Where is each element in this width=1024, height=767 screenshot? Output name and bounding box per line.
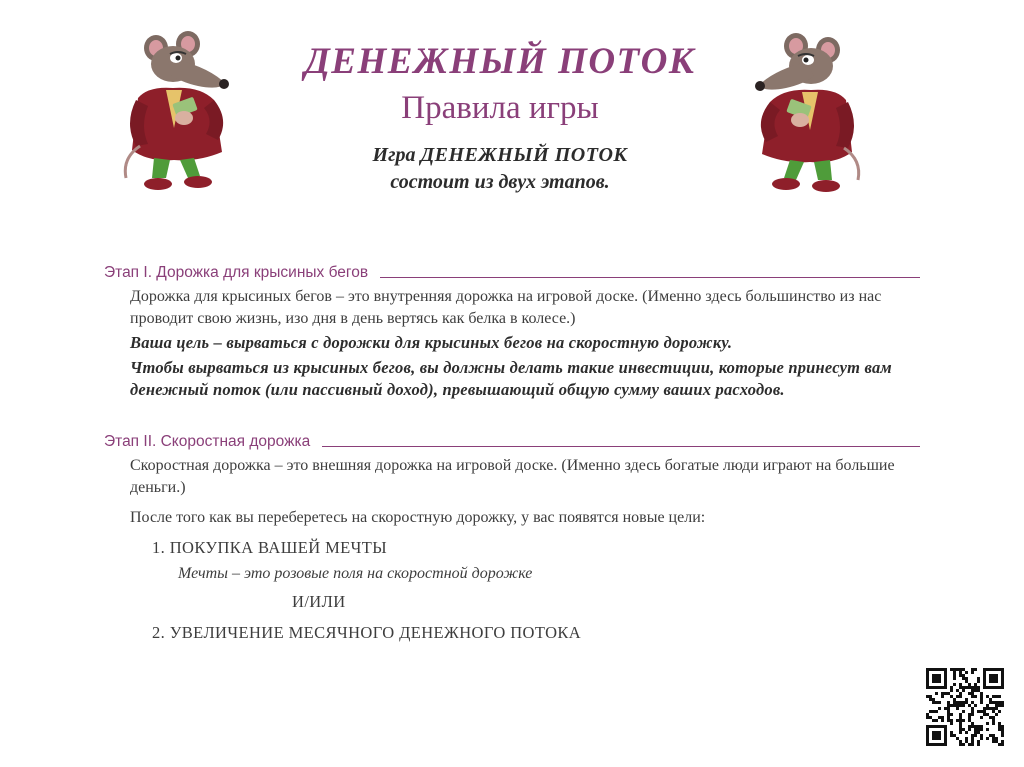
stage-1-rule [380, 277, 920, 278]
dreams-note: Мечты – это розовые поля на скоростной дорожке [178, 565, 533, 582]
intro-line-2: состоит из двух этапов. [390, 171, 610, 193]
page-subtitle: Правила игры [401, 90, 599, 126]
intro-game-name: ДЕНЕЖНЫЙ ПОТОК [420, 144, 628, 166]
intro-prefix: Игра [372, 144, 416, 166]
page-title: ДЕНЕЖНЫЙ ПОТОК [304, 41, 696, 82]
stage-1-goal: Ваша цель – вырваться с дорожки для крысиных бегов на скоростную дорожку. [130, 333, 733, 352]
stage-1-heading [104, 264, 920, 282]
intro-line-1 [200, 144, 800, 167]
stage-2-heading-text: Этап II. Скоростная дорожка [104, 433, 311, 450]
stage-2-heading [104, 433, 920, 451]
stage-2-paragraph: Скоростная дорожка – это внешняя дорожка на игровой доске. (Именно здесь богатые люди играют на большие деньги.) [130, 457, 895, 496]
and-or-text: И/ИЛИ [292, 592, 346, 611]
stage-2-after: После того как вы переберетесь на скоростную дорожку, у вас появятся новые цели: [130, 509, 706, 526]
stage-2-rule [322, 446, 920, 447]
stage-1-heading-text: Этап I. Дорожка для крысиных бегов [104, 264, 369, 281]
stage-1-how: Чтобы вырваться из крысиных бегов, вы должны делать такие инвестиции, которые принесут вам денежный поток (или пассивный доход), превышающий общую сумму ваших расходов. [130, 358, 892, 399]
stage-1-paragraph: Дорожка для крысиных бегов – это внутренняя дорожка на игровой доске. (Именно здесь большинство из нас проводит свою жизнь, изо дня в день вертясь как белка в колесе.) [130, 288, 882, 327]
goal-item-1: 1. ПОКУПКА ВАШЕЙ МЕЧТЫ [152, 538, 388, 557]
goal-item-2: 2. УВЕЛИЧЕНИЕ МЕСЯЧНОГО ДЕНЕЖНОГО ПОТОКА [152, 623, 582, 642]
qr-code-icon[interactable] [926, 668, 1004, 746]
